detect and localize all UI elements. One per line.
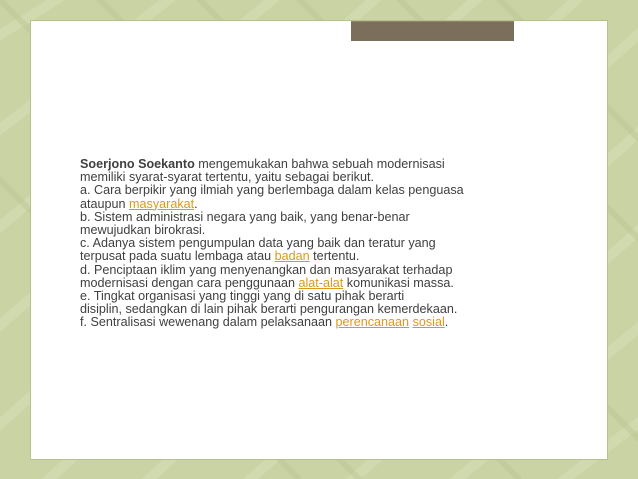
item-c-suffix: tertentu. bbox=[309, 249, 360, 264]
item-a-suffix: . bbox=[194, 196, 198, 211]
item-f-suffix: . bbox=[444, 315, 449, 330]
item-b-line-2: mewujudkan birokrasi. bbox=[80, 223, 206, 238]
intro-line-2: memiliki syarat-syarat tertentu, yaitu sebagai berikut. bbox=[80, 170, 374, 185]
item-b-line-1: b. Sistem administrasi negara yang baik, yang benar-benar bbox=[80, 209, 410, 224]
item-f-line bbox=[80, 316, 550, 329]
link-masyarakat[interactable]: masyarakat bbox=[129, 196, 195, 211]
item-d-prefix: modernisasi dengan cara penggunaan bbox=[80, 275, 299, 290]
item-c-line-2 bbox=[80, 250, 550, 263]
accent-bar bbox=[351, 21, 514, 41]
link-sosial[interactable]: sosial bbox=[412, 315, 445, 330]
link-alat-alat[interactable]: alat-alat bbox=[298, 275, 344, 290]
item-f-prefix: f. Sentralisasi wewenang dalam pelaksanaan bbox=[80, 315, 336, 330]
item-a-line-1: a. Cara berpikir yang ilmiah yang berlembaga dalam kelas penguasa bbox=[80, 183, 464, 198]
item-c-line-1: c. Adanya sistem pengumpulan data yang baik dan teratur yang bbox=[80, 236, 436, 251]
item-a-prefix: ataupun bbox=[80, 196, 130, 211]
item-a-line-2 bbox=[80, 198, 550, 211]
link-badan[interactable]: badan bbox=[274, 249, 310, 264]
item-d-line-1: d. Penciptaan iklim yang menyenangkan dan masyarakat terhadap bbox=[80, 262, 453, 277]
slide-body-text bbox=[80, 158, 550, 330]
accent-line bbox=[351, 21, 514, 22]
item-e-line-2: disiplin, sedangkan di lain pihak berarti pengurangan kemerdekaan. bbox=[80, 302, 458, 317]
item-e-line-1: e. Tingkat organisasi yang tinggi yang di satu pihak berarti bbox=[80, 289, 405, 304]
intro-rest: mengemukakan bahwa sebuah modernisasi bbox=[194, 157, 445, 171]
link-perencanaan[interactable]: perencanaan bbox=[335, 315, 410, 330]
item-d-suffix: komunikasi massa. bbox=[343, 275, 454, 290]
author-name: Soerjono Soekanto bbox=[80, 157, 195, 171]
item-c-prefix: terpusat pada suatu lembaga atau bbox=[80, 249, 275, 264]
